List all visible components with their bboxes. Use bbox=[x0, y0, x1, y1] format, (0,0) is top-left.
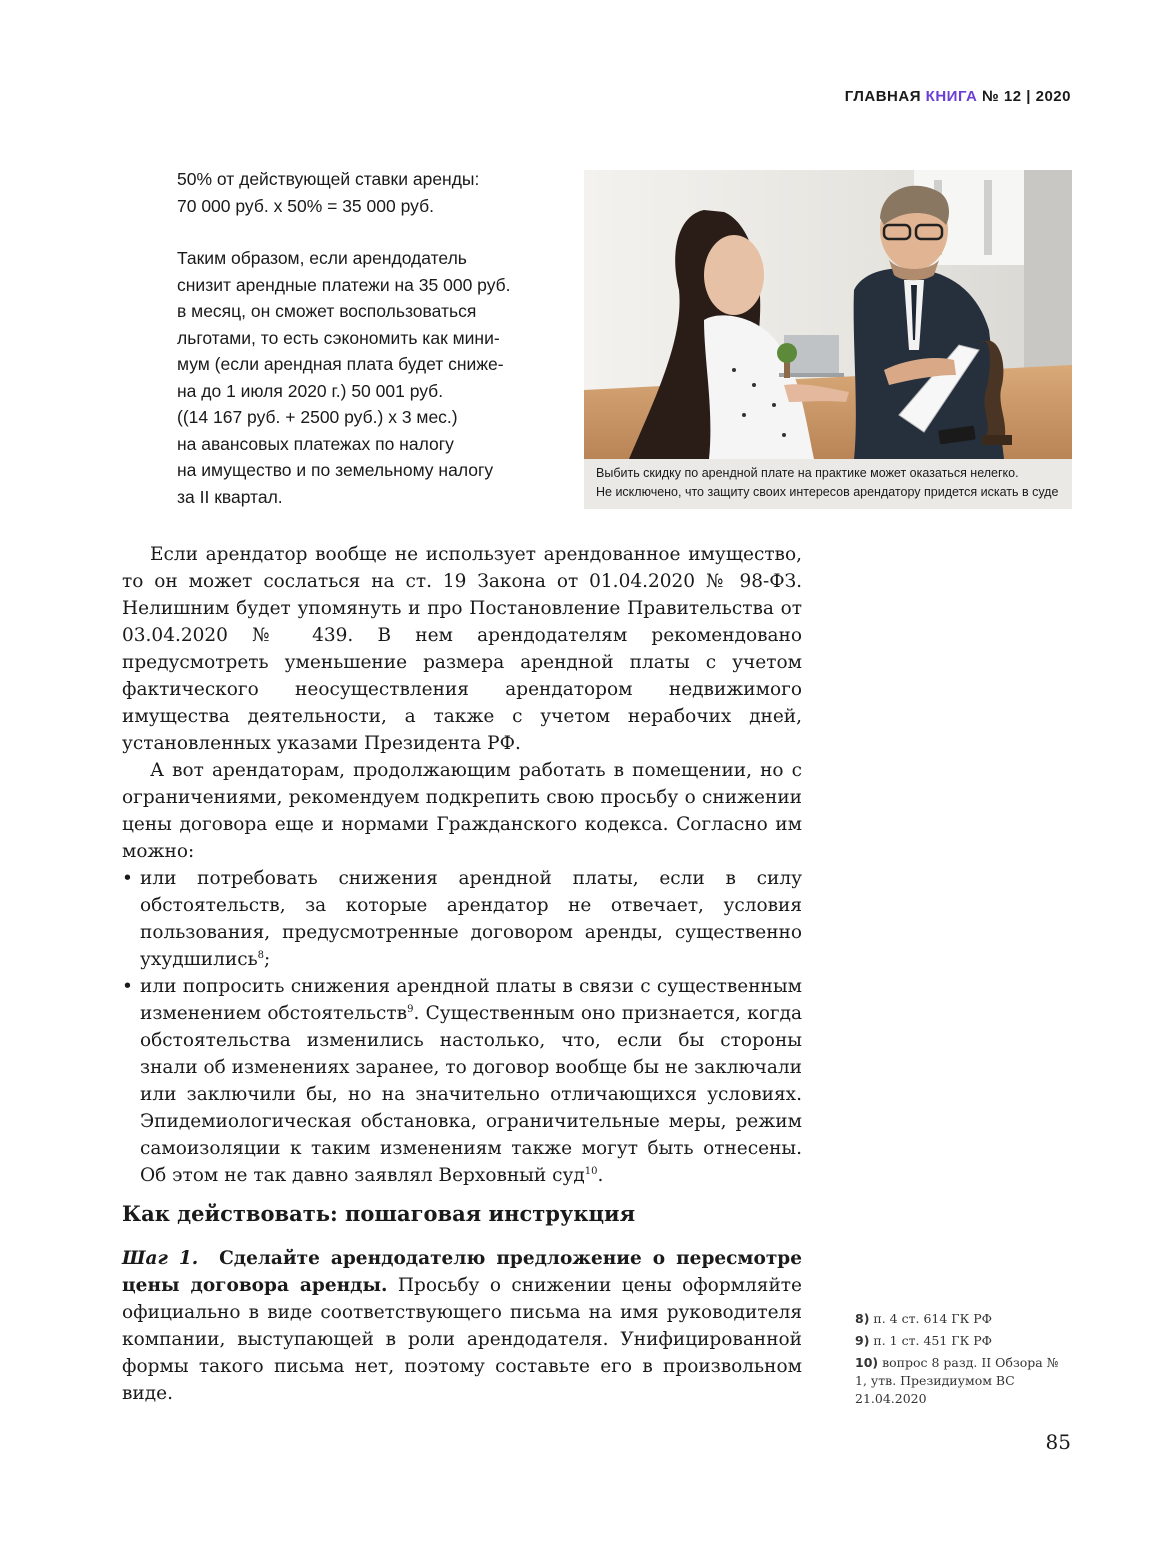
options-list bbox=[122, 865, 802, 1189]
issue-number: № 12 | 2020 bbox=[982, 88, 1071, 105]
body-paragraph-1: Если арендатор вообще не использует арендованное имущество, то он может сослаться на ст. 19 Закона от 01.04.2020 № 98-ФЗ. Нелишним будет упомянуть и про Постановление Правительства от 03.04.2020 № 439. В нем арендодателям рекомендовано предусмотреть уменьшение размера арендной платы с учетом фактического неосуществления арендатором недвижимого имущества деятельности, а также с учетом нерабочих дней, установленных указами Президента РФ. bbox=[122, 544, 802, 754]
running-header bbox=[845, 88, 1071, 105]
photo-caption bbox=[584, 459, 1072, 509]
step-1 bbox=[122, 1245, 802, 1407]
footnote-text: п. 4 ст. 614 ГК РФ bbox=[873, 1311, 993, 1326]
section-heading: Как действовать: пошаговая инструкция bbox=[122, 1201, 636, 1226]
page-number: 85 bbox=[1045, 1430, 1071, 1454]
bullet-2-text-a: или попросить снижения арендной платы в связи с существенным изменением обстоятельств bbox=[140, 976, 802, 1024]
office-meeting-photo bbox=[584, 170, 1072, 459]
step-lead: Сделайте арендодателю предложение о пересмотре цены договора аренды. bbox=[122, 1248, 802, 1296]
step-text: Просьбу о снижении цены оформляйте официально в виде соответствующего письма на имя руководителя компании, выступающей в роли арендодателя. Унифицированной формы такого письма нет, поэтому составьте его в произвольном виде. bbox=[122, 1275, 802, 1404]
bullet-2-text-b: . Существенным оно признается, когда обстоятельства изменились настолько, что, если бы стороны знали об изменениях заранее, то договор вообще бы не заключали или заключили бы, но на значительно отличающихся условиях. Эпидемиологическая обстановка, ограничительные меры, режим самоизоляции к таким изменениям также могут быть отнесены. Об этом не так давно заявлял Верховный суд bbox=[140, 1003, 802, 1186]
footnote-number: 8) bbox=[855, 1311, 870, 1326]
footnote-text: п. 1 ст. 451 ГК РФ bbox=[873, 1333, 993, 1348]
footnote-10 bbox=[855, 1354, 1070, 1408]
body-paragraph-2: А вот арендаторам, продолжающим работать в помещении, но с ограничениями, рекомендуем подкрепить свою просьбу о снижении цены договора еще и нормами Гражданского кодекса. Согласно им можно: bbox=[122, 760, 802, 862]
list-item bbox=[122, 973, 802, 1189]
footnotes bbox=[855, 1310, 1070, 1412]
calc-paragraph-2: Таким образом, если арендодатель снизит арендные платежи на 35 000 руб. в месяц, он сможет воспользоваться льготами, то есть сэкономить как мини- мум (если арендная плата будет сниже- на до 1 июля 2020 г.) 50 001 руб. ((14 167 руб. + 2500 руб.) x 3 мес.) на авансовых платежах по налогу на имущество и по земельному налогу за II квартал. bbox=[177, 248, 511, 507]
step-1-paragraph bbox=[122, 1245, 802, 1407]
caption-line-1: Выбить скидку по арендной плате на практике может оказаться нелегко. bbox=[596, 466, 1019, 480]
bullet-1-text: или потребовать снижения арендной платы, если в силу обстоятельств, за которые арендатор не отвечает, условия пользования, предусмотренные договором аренды, существенно ухудшились bbox=[140, 868, 802, 970]
magazine-title-accent: КНИГА bbox=[925, 88, 978, 105]
footnote-ref-9: 9 bbox=[407, 1004, 414, 1015]
step-label: Шаг 1. bbox=[122, 1248, 199, 1269]
footnote-number: 10) bbox=[855, 1355, 879, 1370]
article-body bbox=[122, 541, 802, 1189]
calc-paragraph-1: 50% от действующей ставки аренды: 70 000 руб. x 50% = 35 000 руб. bbox=[177, 169, 480, 216]
photo-illustration bbox=[584, 170, 1072, 459]
footnote-8 bbox=[855, 1310, 1070, 1328]
footnote-9 bbox=[855, 1332, 1070, 1350]
footnote-text: вопрос 8 разд. II Обзора № 1, утв. Президиумом ВС 21.04.2020 bbox=[855, 1355, 1059, 1406]
list-item bbox=[122, 865, 802, 973]
bullet-2-end: . bbox=[597, 1165, 604, 1186]
calculation-sidebar bbox=[177, 166, 557, 510]
magazine-title: ГЛАВНАЯ bbox=[844, 88, 921, 105]
bullet-1-end: ; bbox=[264, 949, 271, 970]
footnote-ref-10: 10 bbox=[584, 1166, 598, 1177]
caption-line-2: Не исключено, что защиту своих интересов арендатору придется искать в суде bbox=[596, 485, 1059, 499]
footnote-ref-8: 8 bbox=[257, 950, 265, 961]
footnote-number: 9) bbox=[855, 1333, 870, 1348]
